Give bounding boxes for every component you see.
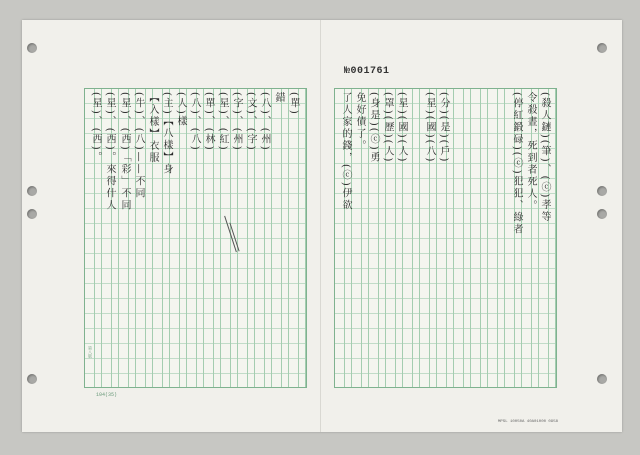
binder-hole-right-2 xyxy=(597,186,607,196)
left-column-5: 【入樣】衣服 xyxy=(147,92,158,164)
right-column-13: (分)(是)(戶) xyxy=(438,92,449,164)
binder-hole-left-3 xyxy=(27,209,37,219)
right-column-6: 了人家的錢，(ⓒ)伊欲 xyxy=(340,92,351,212)
left-column-12: (文)、(字) xyxy=(245,92,256,152)
right-column-3: (停紅鍛碌)(ⓒ)犯犯、綠者 xyxy=(511,92,522,236)
right-column-9: (罩)(歷)(人) xyxy=(382,92,393,164)
serial-number: №001761 xyxy=(344,66,390,77)
left-column-11: (字)、(州) xyxy=(231,92,242,152)
left-column-2: (星)、(西)。來得什人 xyxy=(104,92,115,212)
left-column-6: (主)【八樣】身 xyxy=(161,92,172,176)
binder-hole-right-4 xyxy=(597,374,607,384)
left-column-4: (牛)、(八)——不同 xyxy=(133,92,144,200)
left-column-13: (八)、(州) xyxy=(259,92,270,152)
sheet-footer-left: 104(35) xyxy=(96,392,118,398)
binder-hole-right-1 xyxy=(597,43,607,53)
binder-hole-left-1 xyxy=(27,43,37,53)
binder-hole-left-4 xyxy=(27,374,37,384)
left-column-1: (星)、(西)。 xyxy=(90,92,101,164)
left-column-8: (八)、(八) xyxy=(189,92,200,152)
right-column-1: (殺人鏈)(筆)、(ⓒ)孝等 xyxy=(539,92,550,224)
left-column-10: (星)、(紅) xyxy=(217,92,228,152)
left-column-14: 錯 xyxy=(273,92,284,104)
left-column-7: (人)樣 xyxy=(175,92,186,128)
center-fold xyxy=(320,20,321,432)
right-column-10: (星)(國)(人) xyxy=(396,92,407,164)
left-column-3: (星)、(西)「彩」不同 xyxy=(119,92,130,212)
left-column-9: (單)、(林) xyxy=(203,92,214,152)
side-mark: 第八版 xyxy=(87,346,91,358)
binder-hole-right-3 xyxy=(597,209,607,219)
right-column-2: 令殺晝，死到者死人。 xyxy=(525,92,536,212)
right-column-8: (身是)(ⓒ)勇 xyxy=(368,92,379,164)
right-column-7: 免好債了。 xyxy=(354,92,365,152)
sheet-footer-right: MPSL 10050A 40A01000 0958 xyxy=(498,420,559,424)
binder-hole-left-2 xyxy=(27,186,37,196)
left-column-15: (單) xyxy=(288,92,299,116)
right-column-12: (星)(國)(八) xyxy=(424,92,435,164)
